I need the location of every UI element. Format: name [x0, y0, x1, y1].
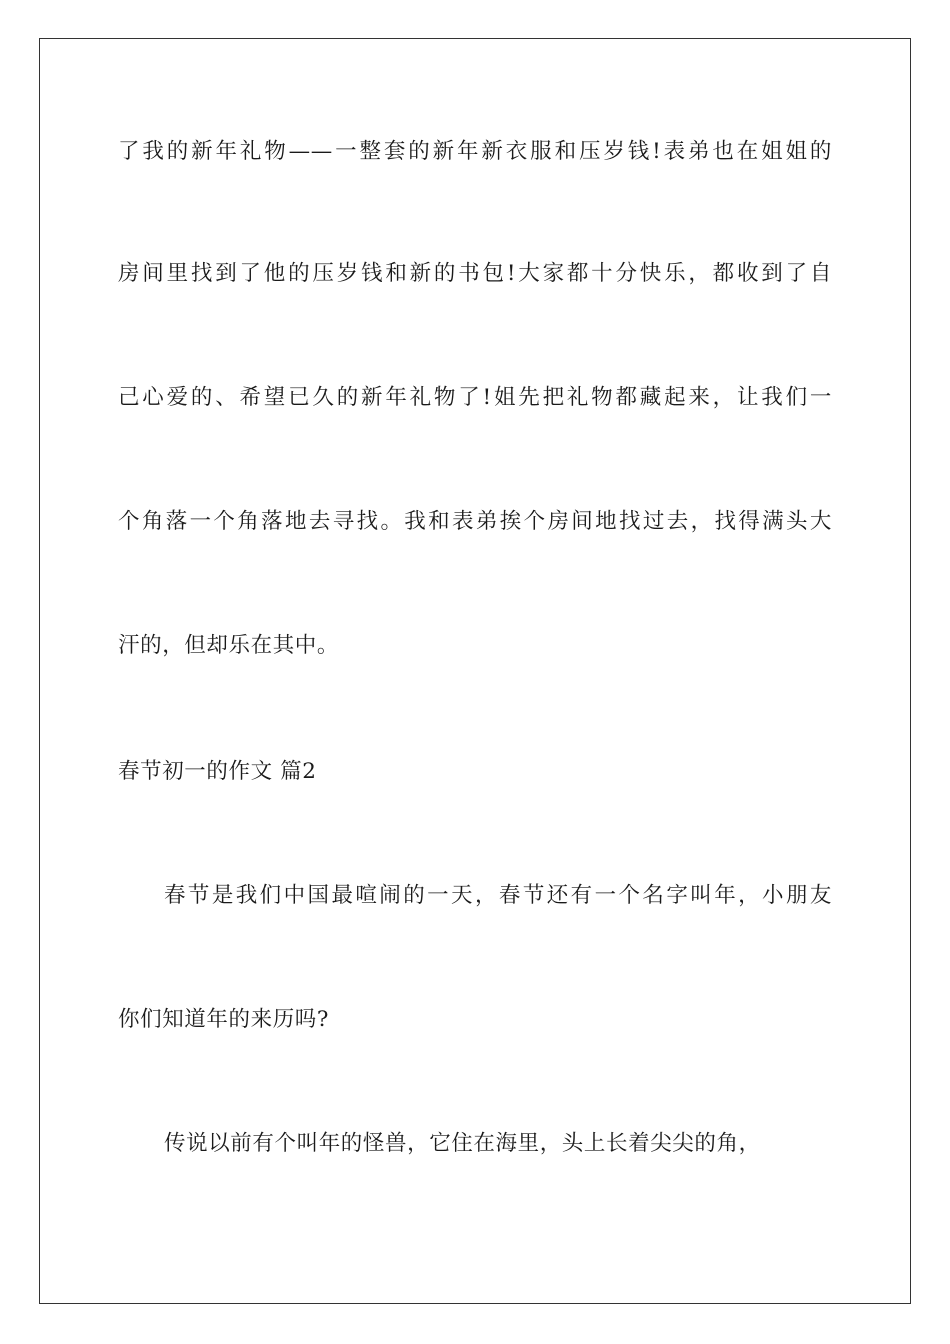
paragraph-line: 春节是我们中国最喧闹的一天，春节还有一个名字叫年，小朋友 [164, 883, 832, 908]
paragraph-line: 传说以前有个叫年的怪兽，它住在海里，头上长着尖尖的角， [164, 1131, 761, 1156]
section-title: 春节初一的作文 篇2 [118, 759, 317, 784]
page-frame [39, 38, 911, 1304]
text-line: 了我的新年礼物——一整套的新年新衣服和压岁钱!表弟也在姐姐的 [118, 139, 832, 164]
text-line: 己心爱的、希望已久的新年礼物了!姐先把礼物都藏起来，让我们一 [118, 385, 832, 410]
text-line: 汗的，但却乐在其中。 [118, 633, 340, 658]
text-line: 房间里找到了他的压岁钱和新的书包!大家都十分快乐，都收到了自 [118, 261, 832, 286]
text-line: 个角落一个角落地去寻找。我和表弟挨个房间地找过去，找得满头大 [118, 509, 832, 534]
paragraph-line: 你们知道年的来历吗? [118, 1007, 330, 1032]
